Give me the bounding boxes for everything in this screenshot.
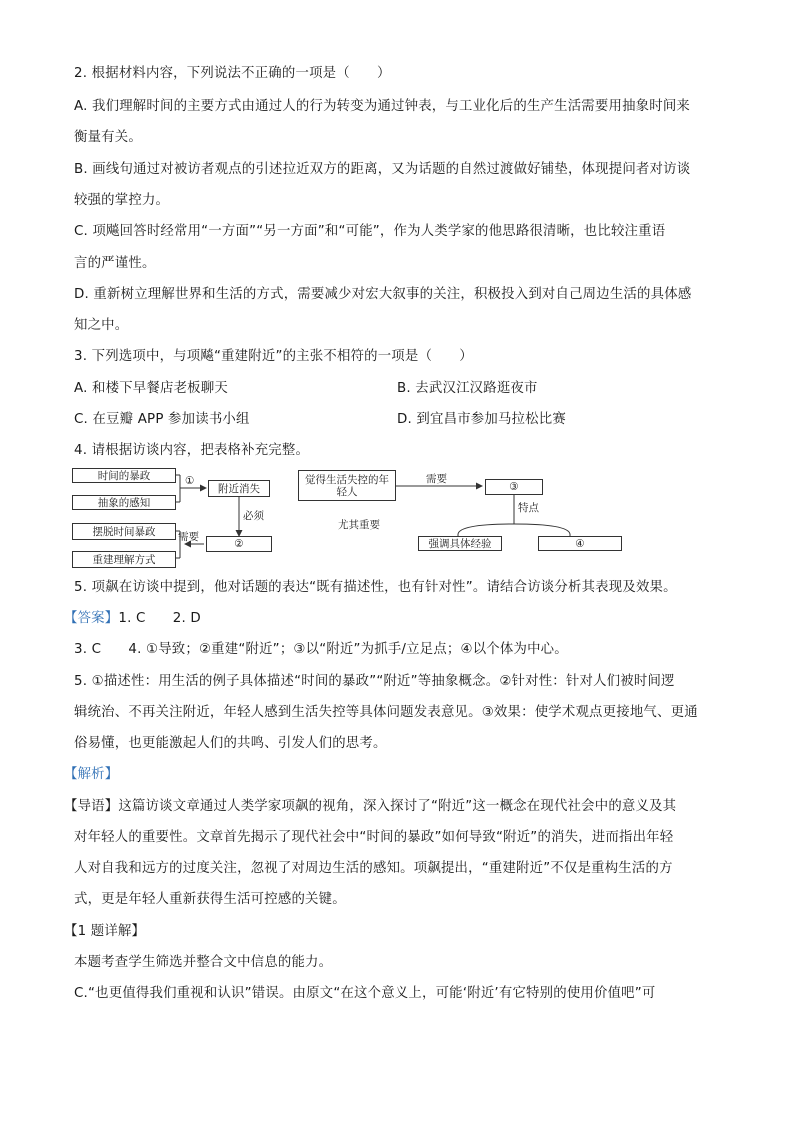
q2-option-c-line2: 言的严谨性。: [74, 256, 156, 271]
intro-text-1: 这篇访谈文章通过人类学家项飙的视角，深入探讨了“附近”这一概念在现代社会中的意义及其: [118, 799, 677, 814]
box-blank-4: ④: [538, 536, 622, 551]
intro-tag: 【导语】: [64, 799, 119, 814]
box-young-people-lost-control: 觉得生活失控的年轻人: [298, 470, 396, 501]
intro-line-4: 式，更是年轻人重新获得生活可控感的关键。: [74, 892, 346, 907]
box-blank-2: ②: [206, 536, 272, 552]
label-blank-1: ①: [185, 475, 195, 487]
box-time-tyranny: 时间的暴政: [72, 468, 176, 483]
detail-line-1: 本题考查学生筛选并整合文中信息的能力。: [74, 955, 333, 970]
intro-line-2: 对年轻人的重要性。文章首先揭示了现代社会中“时间的暴政”如何导致“附近”的消失，进而指出年轻: [74, 830, 674, 845]
q5-stem: 5. 项飙在访谈中提到，他对话题的表达“既有描述性，也有针对性”。请结合访谈分析其表现及效果。: [74, 580, 677, 595]
q3-option-c: C. 在豆瓣 APP 参加读书小组: [74, 412, 250, 427]
detail-line-2: C.“也更值得我们重视和认识”错误。由原文“在这个意义上，可能‘附近’有它特别的使用价值吧”可: [74, 986, 656, 1001]
label-need-left: 需要: [178, 531, 199, 543]
answer-line-4: 辑统治、不再关注附近，年轻人感到生活失控等具体问题发表意见。③效果：使学术观点更接地气、更通: [74, 705, 698, 720]
q3-stem: 3. 下列选项中，与项飚“重建附近”的主张不相符的一项是（ ）: [74, 349, 473, 364]
q2-option-a-line1: A. 我们理解时间的主要方式由通过人的行为转变为通过钟表，与工业化后的生产生活需要用抽象时间来: [74, 99, 691, 114]
box-abstract-perception: 抽象的感知: [72, 495, 176, 510]
intro-line-1: [64, 797, 676, 817]
label-need-right: 需要: [426, 473, 447, 485]
q2-option-c-line1: C. 项飚回答时经常用“一方面”“另一方面”和“可能”，作为人类学家的他思路很清晰，也比较注重语: [74, 224, 666, 239]
q3-option-b: B. 去武汉江汉路逛夜市: [397, 381, 538, 396]
box-emphasize-concrete-experience: 强调具体经验: [418, 536, 502, 551]
q2-option-b-line2: 较强的掌控力。: [74, 193, 170, 208]
detail-tag: 【1 题详解】: [64, 924, 146, 939]
label-especially-important: 尤其重要: [338, 519, 380, 531]
answer-line-3: 5. ①描述性：用生活的例子具体描述“时间的暴政”“附近”等抽象概念。②针对性：针对人们被时间逻: [74, 674, 675, 689]
box-escape-time-tyranny: 摆脱时间暴政: [72, 523, 176, 540]
q2-option-d-line1: D. 重新树立理解世界和生活的方式，需要减少对宏大叙事的关注，积极投入到对自己周边生活的具体感: [74, 287, 692, 302]
answer-line-2: 3. C 4. ①导致；②重建“附近”；③以“附近”为抓手/立足点；④以个体为中心。: [74, 642, 568, 657]
box-rebuild-understanding: 重建理解方式: [72, 551, 176, 568]
q4-flow-diagram: [68, 464, 648, 576]
q2-option-b-line1: B. 画线句通过对被访者观点的引述拉近双方的距离，又为话题的自然过渡做好铺垫，体现提问者对访谈: [74, 162, 691, 177]
answer-q1-q2: 1. C 2. D: [118, 611, 201, 626]
answer-tag: 【答案】: [64, 611, 119, 626]
label-must: 必须: [243, 510, 264, 522]
analysis-tag: 【解析】: [64, 767, 119, 782]
answer-line-1: [64, 609, 201, 629]
q2-option-a-line2: 衡量有关。: [74, 130, 142, 145]
q3-option-a: A. 和楼下早餐店老板聊天: [74, 381, 228, 396]
q2-option-d-line2: 知之中。: [74, 318, 129, 333]
q2-stem: 2. 根据材料内容，下列说法不正确的一项是（ ）: [74, 66, 391, 81]
answer-line-5: 俗易懂，也更能激起人们的共鸣、引发人们的思考。: [74, 736, 387, 751]
intro-line-3: 人对自我和远方的过度关注，忽视了对周边生活的感知。项飙提出，“重建附近”不仅是重构生活的方: [74, 861, 673, 876]
label-feature: 特点: [518, 502, 539, 514]
box-blank-3: ③: [485, 479, 543, 495]
q4-stem: 4. 请根据访谈内容，把表格补充完整。: [74, 443, 310, 458]
q3-option-d: D. 到宜昌市参加马拉松比赛: [397, 412, 566, 427]
box-nearby-disappears: 附近消失: [208, 480, 270, 497]
